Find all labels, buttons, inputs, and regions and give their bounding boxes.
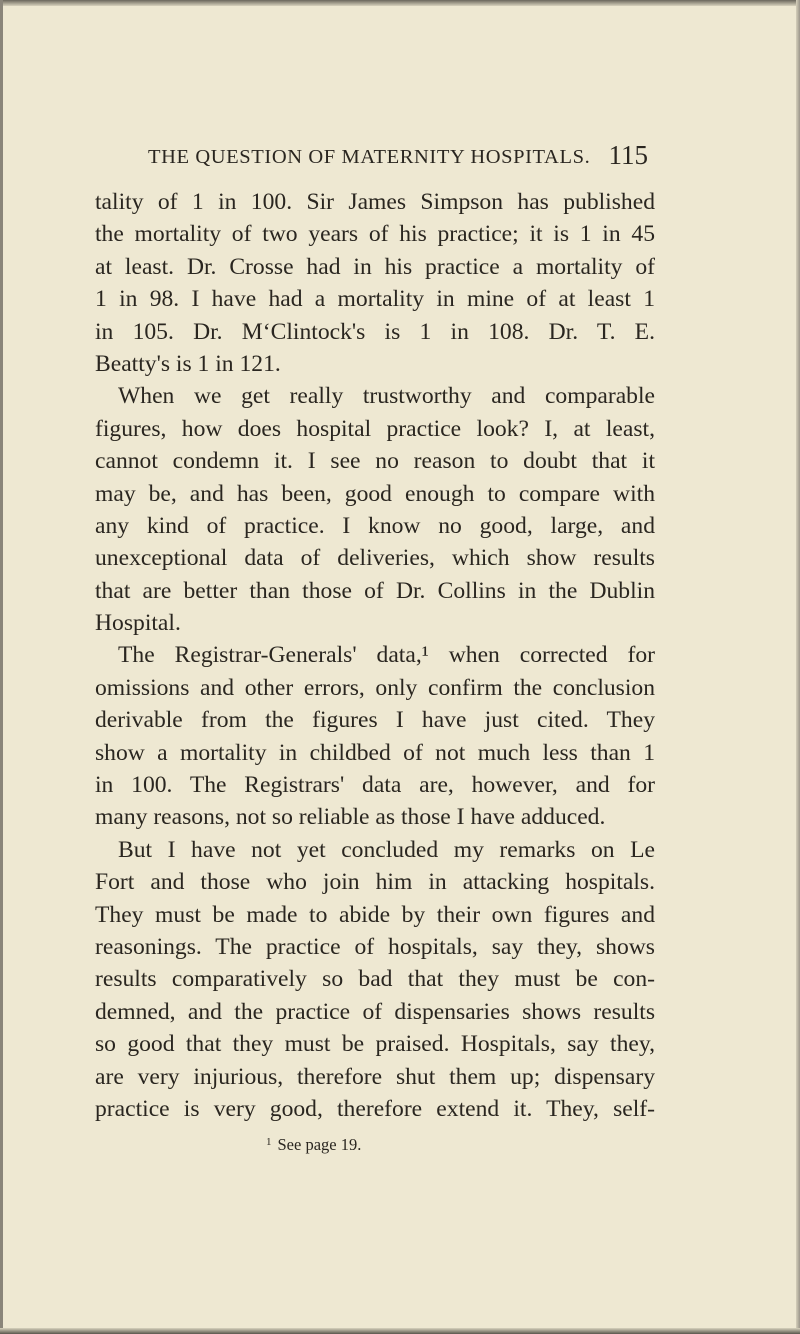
text-line: cannot condemn it. I see no reason to doubt that it bbox=[95, 448, 655, 475]
text-line: at least. Dr. Crosse had in his practice a mortality of bbox=[95, 253, 655, 280]
text-line: show a mortality in childbed of not much less than 1 bbox=[95, 739, 655, 766]
text-line: But I have not yet concluded my remarks on Le bbox=[118, 836, 655, 863]
text-line: unexceptional data of deliveries, which show results bbox=[95, 545, 655, 572]
text-line: in 105. Dr. M‘Clintock's is 1 in 108. Dr. T. E. bbox=[95, 318, 655, 345]
text-line: so good that they must be praised. Hospitals, say they, bbox=[95, 1031, 655, 1058]
body-text bbox=[95, 186, 655, 1125]
text-line: Fort and those who join him in attacking hospitals. bbox=[95, 869, 655, 896]
text-line: derivable from the figures I have just cited. They bbox=[95, 707, 655, 734]
text-line: reasonings. The practice of hospitals, say they, shows bbox=[95, 933, 655, 960]
text-line: figures, how does hospital practice look? I, at least, bbox=[95, 415, 655, 442]
text-line: omissions and other errors, only confirm the conclusion bbox=[95, 674, 655, 701]
text-line: many reasons, not so reliable as those I have adduced. bbox=[95, 804, 606, 831]
text-line: Hospital. bbox=[95, 610, 181, 637]
page-header bbox=[148, 140, 648, 172]
text-line: practice is very good, therefore extend it. They, self- bbox=[95, 1095, 655, 1122]
running-head: THE QUESTION OF MATERNITY HOSPITALS. bbox=[148, 146, 591, 168]
footnote-marker: 1 bbox=[266, 1136, 272, 1148]
footnote-text: See page 19. bbox=[277, 1135, 362, 1154]
text-line: Beatty's is 1 in 121. bbox=[95, 350, 281, 377]
text-line: When we get really trustworthy and comparable bbox=[118, 383, 655, 410]
text-line: tality of 1 in 100. Sir James Simpson has published bbox=[95, 189, 655, 215]
footnote bbox=[266, 1135, 361, 1155]
text-line: demned, and the practice of dispensaries shows results bbox=[95, 998, 655, 1025]
text-line: results comparatively so bad that they must be con- bbox=[95, 966, 655, 993]
text-line: that are better than those of Dr. Collins in the Dublin bbox=[95, 577, 655, 604]
page-left-edge bbox=[0, 0, 3, 1334]
text-line: 1 in 98. I have had a mortality in mine of at least 1 bbox=[95, 286, 655, 313]
text-line: any kind of practice. I know no good, large, and bbox=[95, 512, 655, 539]
page-top-edge bbox=[0, 0, 800, 6]
page-right-edge bbox=[796, 0, 800, 1334]
text-line: in 100. The Registrars' data are, however, and for bbox=[95, 772, 655, 799]
page-bottom-edge bbox=[0, 1328, 800, 1334]
text-line: the mortality of two years of his practice; it is 1 in 45 bbox=[95, 221, 655, 248]
text-line: The Registrar-Generals' data,¹ when corrected for bbox=[118, 642, 655, 669]
text-line: They must be made to abide by their own figures and bbox=[95, 901, 655, 928]
text-line: may be, and has been, good enough to compare with bbox=[95, 480, 655, 507]
page-number: 115 bbox=[608, 140, 648, 170]
text-line: are very injurious, therefore shut them up; dispensary bbox=[95, 1063, 655, 1090]
